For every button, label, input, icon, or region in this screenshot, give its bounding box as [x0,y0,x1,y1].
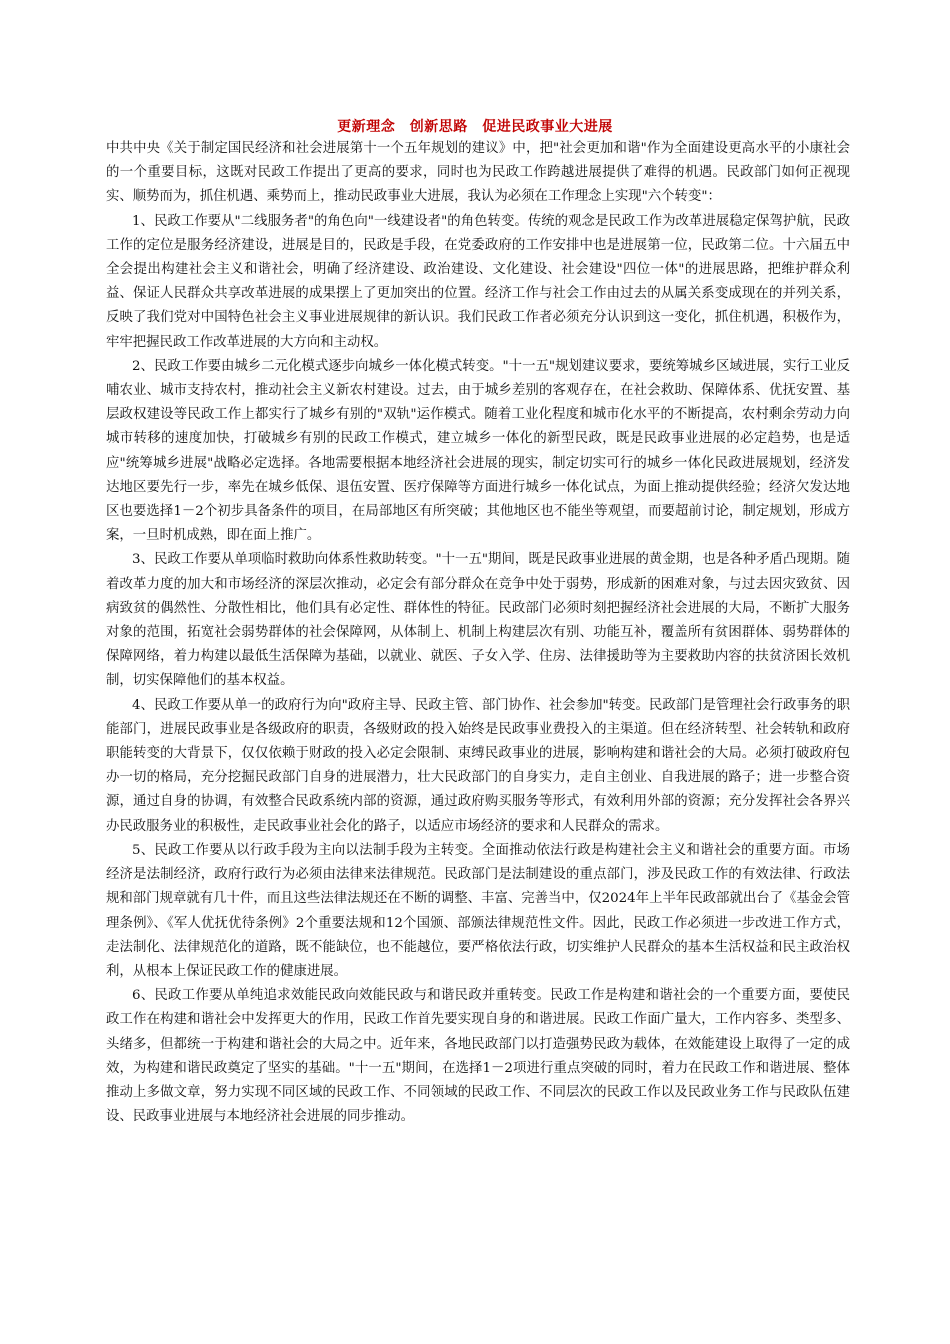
paragraph-6: 6、民政工作要从单纯追求效能民政向效能民政与和谐民政并重转变。民政工作是构建和谐社会的一个重要方面，要使民政工作在构建和谐社会中发挥更大的作用，民政工作首先要实现自身的和谐进展。民政工作面广量大，工作内容多、类型多、头绪多，但都统一于构建和谐社会的大局之中。近年来，各地民政部门以打造强势民政为载体，在效能建设上取得了一定的成效，为构建和谐民政奠定了坚实的基础。"十一五"期间，在选择1－2项进行重点突破的同时，着力在民政工作和谐进展、整体推动上多做文章，努力实现不同区域的民政工作、不同领域的民政工作、不同层次的民政工作以及民政业务工作与民政队伍建设、民政事业进展与本地经济社会进展的同步推动。 [106,988,850,1125]
paragraph-5: 5、民政工作要从以行政手段为主向以法制手段为主转变。全面推动依法行政是构建社会主义和谐社会的重要方面。市场经济是法制经济，政府行政行为必须由法律来法律规范。民政部门是法制建设的重点部门，涉及民政工作的有效法律、行政法规和部门规章就有几十件，而且这些法律法规还在不断的调整、丰富、完善当中，仅2024年上半年民政部就出台了《基金会管理条例》、《军人优抚优待条例》2个重要法规和12个国颁、部颁法律规范性文件。因此，民政工作必须进一步改进工作方式，走法制化、法律规范化的道路，既不能缺位，也不能越位，要严格依法行政，切实维护人民群众的基本生活权益和民主政治权利，从根本上保证民政工作的健康进展。 [106,842,850,979]
intro-paragraph: 中共中央《关于制定国民经济和社会进展第十一个五年规划的建议》中，把"社会更加和谐"作为全面建设更高水平的小康社会的一个重要目标，这既对民政工作提出了更高的要求，同时也为民政工作跨越进展提供了难得的机遇。民政部门如何正视现实、顺势而为，抓住机遇、乘势而上，推动民政事业大进展，我认为必须在工作理念上实现"六个转变"： [106,141,850,205]
paragraph-1: 1、民政工作要从"二线服务者"的角色向"一线建设者"的角色转变。传统的观念是民政工作为改革进展稳定保驾护航，民政工作的定位是服务经济建设，进展是目的，民政是手段，在党委政府的工作安排中也是进展第一位，民政第二位。十六届五中全会提出构建社会主义和谐社会，明确了经济建设、政治建设、文化建设、社会建设"四位一体"的进展思路，把维护群众利益、保证人民群众共享改革进展的成果摆上了更加突出的位置。经济工作与社会工作由过去的从属关系变成现在的并列关系，反映了我们党对中国特色社会主义事业进展规律的新认识。我们民政工作者必须充分认识到这一变化，抓住机遇，积极作为，牢牢把握民政工作改革进展的大方向和主动权。 [106,213,850,350]
paragraph-4: 4、民政工作要从单一的政府行为向"政府主导、民政主管、部门协作、社会参加"转变。民政部门是管理社会行政事务的职能部门，进展民政事业是各级政府的职责，各级财政的投入始终是民政事业费投入的主渠道。但在经济转型、社会转轨和政府职能转变的大背景下，仅仅依赖于财政的投入必定会限制、束缚民政事业的进展，影响构建和谐社会的大局。必须打破政府包办一切的格局，充分挖掘民政部门自身的进展潜力，壮大民政部门的自身实力，走自主创业、自我进展的路子；进一步整合资源，通过自身的协调，有效整合民政系统内部的资源，通过政府购买服务等形式，有效利用外部的资源；充分发挥社会各界兴办民政服务业的积极性，走民政事业社会化的路子，以适应市场经济的要求和人民群众的需求。 [106,697,850,834]
paragraph-3: 3、民政工作要从单项临时救助向体系性救助转变。"十一五"期间，既是民政事业进展的黄金期，也是各种矛盾凸现期。随着改革力度的加大和市场经济的深层次推动，必定会有部分群众在竞争中处于弱势，形成新的困难对象，与过去因灾致贫、因病致贫的偶然性、分散性相比，他们具有必定性、群体性的特征。民政部门必须时刻把握经济社会进展的大局，不断扩大服务对象的范围，拓宽社会弱势群体的社会保障网，从体制上、机制上构建层次有别、功能互补，覆盖所有贫困群体、弱势群体的保障网络，着力构建以最低生活保障为基础，以就业、就医、子女入学、住房、法律援助等为主要救助内容的扶贫济困长效机制，切实保障他们的基本权益。 [106,552,850,689]
document-body [106,137,850,1129]
paragraph-2: 2、民政工作要由城乡二元化模式逐步向城乡一体化模式转变。"十一五"规划建议要求，要统筹城乡区域进展，实行工业反哺农业、城市支持农村，推动社会主义新农村建设。过去，由于城乡差别的客观存在，在社会救助、保障体系、优抚安置、基层政权建设等民政工作上都实行了城乡有别的"双轨"运作模式。随着工业化程度和城市化水平的不断提高，农村剩余劳动力向城市转移的速度加快，打破城乡有别的民政工作模式，建立城乡一体化的新型民政，既是民政事业进展的必定趋势，也是适应"统筹城乡进展"战略必定选择。各地需要根据本地经济社会进展的现实，制定切实可行的城乡一体化民政进展规划，经济发达地区要先行一步，率先在城乡低保、退伍安置、医疗保障等方面进行城乡一体化试点，为面上推动提供经验；经济欠发达地区也要选择1－2个初步具备条件的项目，在局部地区有所突破；其他地区也不能坐等观望，而要超前讨论，制定规划，形成方案，一旦时机成熟，即在面上推广。 [106,358,850,544]
document-title: 更新理念 创新思路 促进民政事业大进展 [337,119,613,135]
